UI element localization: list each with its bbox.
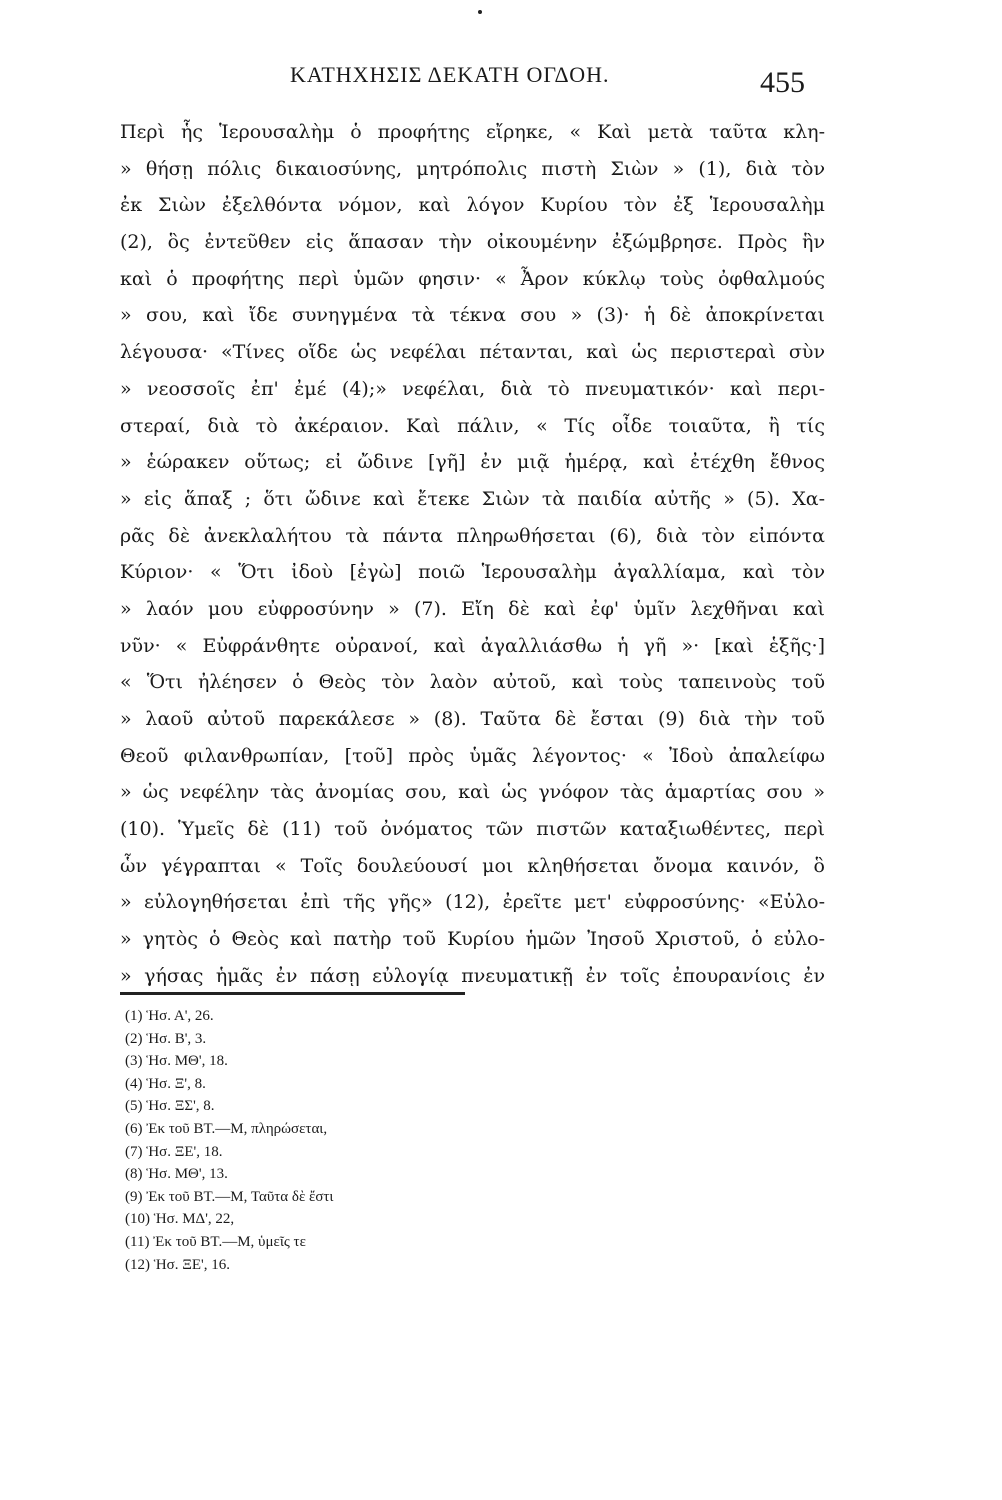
text-line: » γητὸς ὁ Θεὸς καὶ πατὴρ τοῦ Κυρίου ἡμῶν Ἰησοῦ Χριστοῦ, ὁ εὐλο- (120, 928, 825, 951)
text-line: Περὶ ἧς Ἱερουσαλὴμ ὁ προφήτης εἴρηκε, « Καὶ μετὰ ταῦτα κλη- (120, 121, 825, 143)
footnote: (5) Ἡσ. ΞΣ', 8. (125, 1098, 215, 1115)
footnote: (10) Ἡσ. ΜΔ', 22, (125, 1211, 235, 1228)
footnote: (2) Ἡσ. Β', 3. (125, 1030, 207, 1047)
text-line: « Ὅτι ἠλέησεν ὁ Θεὸς τὸν λαὸν αὐτοῦ, καὶ τοὺς ταπεινοὺς τοῦ (120, 671, 825, 694)
text-line: » λαόν μου εὐφροσύνην » (7). Εἴη δὲ καὶ ἐφ' ὑμῖν λεχθῆναι καὶ (120, 597, 825, 620)
footnote: (11) Ἐκ τοῦ ΒΤ.—Μ, ὑμεῖς τε (125, 1233, 306, 1250)
footnote-divider (120, 992, 465, 995)
footnote: (7) Ἡσ. ΞΕ', 18. (125, 1143, 223, 1160)
text-line: ἐκ Σιὼν ἐξελθόντα νόμον, καὶ λόγον Κυρίου τὸν ἐξ Ἱερουσαλὴμ (120, 194, 825, 217)
footnote: (6) Ἐκ τοῦ ΒΤ.—Μ, πληρώσεται, (125, 1120, 328, 1137)
footnote: (8) Ἡσ. ΜΘ', 13. (125, 1166, 228, 1183)
footnote: (4) Ἡσ. Ξ', 8. (125, 1075, 206, 1092)
text-line: καὶ ὁ προφήτης περὶ ὑμῶν φησιν· « Ἆρον κύκλῳ τοὺς ὀφθαλμούς (120, 267, 825, 290)
text-line: » σου, καὶ ἴδε συνηγμένα τὰ τέκνα σου » (3)· ἡ δὲ ἀποκρίνεται (120, 304, 825, 327)
text-line: στεραί, διὰ τὸ ἀκέραιον. Καὶ πάλιν, « Τίς οἶδε τοιαῦτα, ἢ τίς (120, 414, 825, 437)
footnote: (12) Ἡσ. ΞΕ', 16. (125, 1256, 230, 1273)
text-line: ὧν γέγραπται « Τοῖς δουλεύουσί μοι κληθήσεται ὄνομα καινόν, ὃ (120, 854, 825, 877)
text-line: » θήσῃ πόλις δικαιοσύνης, μητρόπολις πιστὴ Σιὼν » (1), διὰ τὸν (120, 157, 825, 180)
text-line: νῦν· « Εὐφράνθητε οὐρανοί, καὶ ἀγαλλιάσθω ἡ γῆ »· [καὶ ἑξῆς·] (120, 634, 825, 657)
text-line: Κύριον· « Ὅτι ἰδοὺ [ἐγὼ] ποιῶ Ἱερουσαλὴμ ἀγαλλίαμα, καὶ τὸν (120, 561, 825, 584)
page-number: 455 (760, 66, 805, 99)
text-line: » νεοσσοῖς ἐπ' ἐμέ (4);» νεφέλαι, διὰ τὸ πνευματικόν· καὶ περι- (120, 377, 825, 400)
text-line: » εἰς ἅπαξ ; ὅτι ὤδινε καὶ ἔτεκε Σιὼν τὰ παιδία αὐτῆς » (5). Χα- (120, 487, 825, 510)
text-line: » γήσας ἡμᾶς ἐν πάσῃ εὐλογίᾳ πνευματικῇ ἐν τοῖς ἐπουρανίοις ἐν (120, 964, 825, 987)
footnotes (125, 1005, 545, 1276)
text-line: Θεοῦ φιλανθρωπίαν, [τοῦ] πρὸς ὑμᾶς λέγοντος· « Ἰδοὺ ἀπαλείφω (120, 744, 825, 767)
main-text (120, 114, 825, 995)
text-line: » ἑώρακεν οὕτως; εἰ ὤδινε [γῆ] ἐν μιᾷ ἡμέρᾳ, καὶ ἐτέχθη ἔθνος (120, 451, 825, 474)
text-line: λέγουσα· «Τίνες οἵδε ὡς νεφέλαι πέτανται, καὶ ὡς περιστεραὶ σὺν (120, 341, 825, 364)
running-head: ΚΑΤΗΧΗΣΙΣ ΔΕΚΑΤΗ ΟΓΔΟΗ. (290, 62, 610, 87)
print-mark (478, 10, 482, 14)
footnote: (1) Ἡσ. Α', 26. (125, 1008, 214, 1024)
text-line: » λαοῦ αὐτοῦ παρεκάλεσε » (8). Ταῦτα δὲ ἔσται (9) διὰ τὴν τοῦ (120, 708, 825, 730)
text-line: » εὐλογηθήσεται ἐπὶ τῆς γῆς» (12), ἐρεῖτε μετ' εὐφροσύνης· «Εὐλο- (120, 891, 825, 914)
text-line: ρᾶς δὲ ἀνεκλαλήτου τὰ πάντα πληρωθήσεται (6), διὰ τὸν εἰπόντα (120, 524, 825, 547)
text-line: (10). Ὑμεῖς δὲ (11) τοῦ ὀνόματος τῶν πιστῶν καταξιωθέντες, περὶ (120, 818, 825, 841)
text-line: » ὡς νεφέλην τὰς ἀνομίας σου, καὶ ὡς γνόφον τὰς ἁμαρτίας σου » (120, 781, 825, 804)
text-line: (2), ὃς ἐντεῦθεν εἰς ἅπασαν τὴν οἰκουμένην ἐξώμβρησε. Πρὸς ἣν (120, 231, 825, 254)
footnote: (9) Ἐκ τοῦ ΒΤ.—Μ, Ταῦτα δὲ ἔστι (125, 1188, 334, 1205)
footnote: (3) Ἡσ. ΜΘ', 18. (125, 1053, 228, 1070)
